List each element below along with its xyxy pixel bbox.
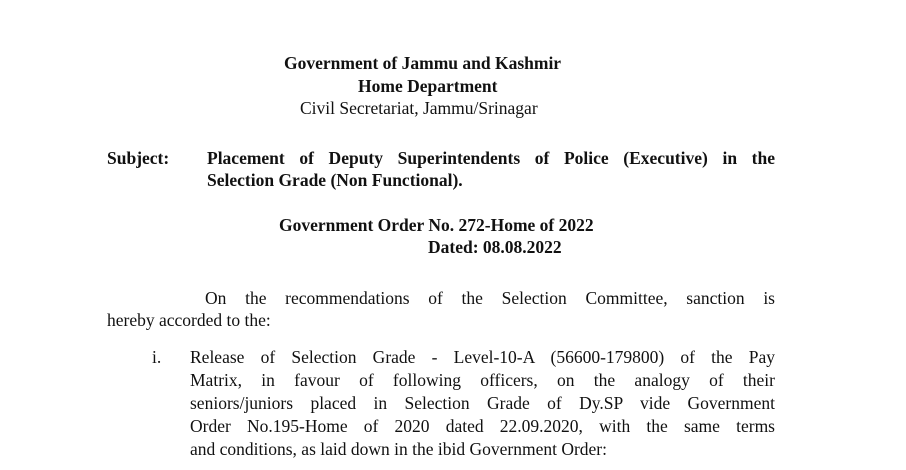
list-item-marker: i. — [152, 347, 162, 367]
header-office: Civil Secretariat, Jammu/Srinagar — [300, 98, 538, 118]
list-item-line-2: Matrix, in favour of following officers, on the analogy of their — [190, 370, 775, 390]
list-item-line-5: and conditions, as laid down in the ibid Government Order: — [190, 439, 608, 459]
list-item-line-1: Release of Selection Grade - Level-10-A (56600-179800) of the Pay — [190, 347, 775, 367]
header-department: Home Department — [358, 76, 498, 96]
subject-label: Subject: — [107, 148, 170, 168]
paragraph-1-line-1: On the recommendations of the Selection Committee, sanction is — [205, 288, 775, 308]
subject-line-1: Placement of Deputy Superintendents of Police (Executive) in the — [207, 148, 775, 168]
subject-line-2: Selection Grade (Non Functional). — [207, 170, 463, 190]
paragraph-1-line-2: hereby accorded to the: — [107, 310, 271, 330]
header-government: Government of Jammu and Kashmir — [284, 53, 562, 73]
list-item-line-4: Order No.195-Home of 2020 dated 22.09.2020, with the same terms — [190, 416, 775, 436]
order-number: Government Order No. 272-Home of 2022 — [279, 215, 594, 235]
list-item-line-3: seniors/juniors placed in Selection Grade of Dy.SP vide Government — [190, 393, 775, 413]
order-date: Dated: 08.08.2022 — [428, 237, 562, 257]
